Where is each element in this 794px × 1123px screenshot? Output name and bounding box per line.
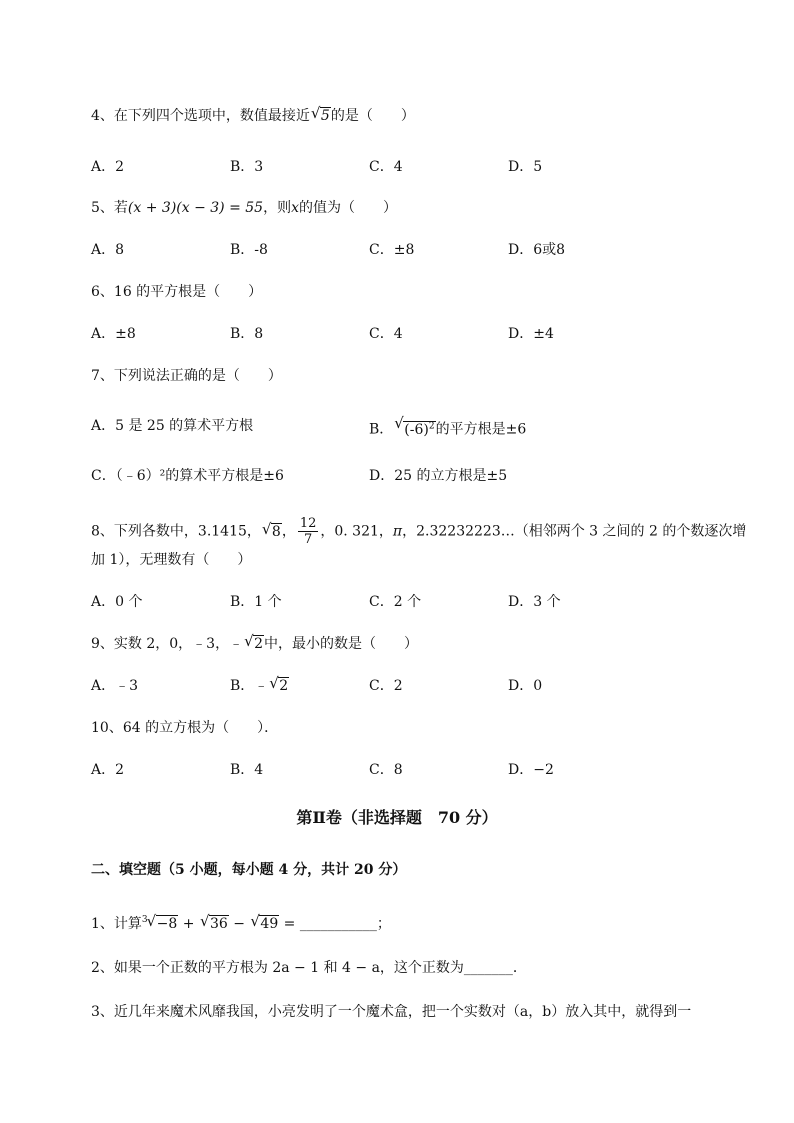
option-a[interactable]: A．8 [91,242,125,258]
option-b[interactable]: B．8 [230,326,264,342]
option-a[interactable]: A．﹣3 [91,678,139,694]
sqrt-symbol: √ 2 [244,632,264,652]
option-b[interactable]: B．-8 [230,242,268,258]
option-b[interactable]: B．4 [230,762,264,778]
sqrt-symbol: √ 2 [269,674,289,694]
question-7-options-row1 [91,416,731,436]
sqrt-symbol: √ 49 [250,912,279,932]
question-10-options [91,760,731,780]
option-a[interactable]: A．±8 [91,326,136,342]
question-8-stem: 8、下列各数中，3.1415， √ 8， $\frac{12}{7}$ ，0. 321，π，2.32232223…（相邻两个 3 之间的 2 的个数逐次增 [91,516,747,547]
question-6-stem: 6、16 的平方根是（ ） [91,284,263,300]
sqrt-symbol: √ 36 [199,912,228,932]
question-4-stem: 4、在下列四个选项中，数值最接近 √ 5的是（ ） [91,104,415,124]
question-5-options [91,240,731,260]
option-c[interactable]: C．±8 [369,242,415,258]
option-a[interactable]: A．2 [91,159,125,175]
equation: (x + 3)(x − 3) = 55 [127,200,264,216]
option-d[interactable]: D．3 个 [508,594,561,610]
question-6-options [91,324,731,344]
question-9-options [91,676,731,696]
answer-blank[interactable]: ___________ [299,916,377,932]
option-d[interactable]: D．0 [508,678,543,694]
option-d[interactable]: D．−2 [508,762,554,778]
option-c[interactable]: C．4 [369,159,403,175]
option-d[interactable]: D．6或8 [508,242,566,258]
sqrt-symbol: √ 5 [310,104,330,124]
fill-2: 2、如果一个正数的平方根为 2a − 1 和 4 − a，这个正数为_______． [91,960,527,976]
fill-3: 3、近几年来魔术风靡我国，小亮发明了一个魔术盒，把一个实数对（a，b）放入其中，就得到一 [91,1004,692,1020]
question-5-stem: 5、若(x + 3)(x − 3) = 55，则x的值为（ ） [91,200,397,216]
question-7-options-row2 [91,466,731,486]
sqrt-symbol: √ $(-6)^2$ [394,414,435,438]
option-b[interactable]: B．1 个 [230,594,282,610]
option-a[interactable]: A．2 [91,762,125,778]
fill-1: 1、计算$^3$ √ −8 + √ 36 − √ 49 = ___________； [91,912,391,932]
option-b[interactable]: B．3 [230,159,264,175]
question-10-stem: 10、64 的立方根为（ ）． [91,720,279,736]
option-d[interactable]: D．25 的立方根是±5 [369,468,508,484]
fraction: $\frac{12}{7}$ [299,516,317,547]
option-a[interactable]: A．5 是 25 的算术平方根 [91,418,254,434]
question-4-options [91,157,731,177]
section-2-title: 第Ⅱ卷（非选择题 70 分） [296,808,498,827]
fill-in-header: 二、填空题（5 小题，每小题 4 分，共计 20 分） [91,862,407,878]
option-a[interactable]: A．0 个 [91,594,143,610]
question-9-stem: 9、实数 2，0，﹣3，﹣ √ 2中，最小的数是（ ） [91,632,419,652]
question-8-stem-line2: 加 1），无理数有（ ） [91,552,252,568]
option-b[interactable]: B． √ $(-6)^2$的平方根是±6 [369,414,527,438]
option-c[interactable]: C．8 [369,762,403,778]
option-d[interactable]: D．5 [508,159,543,175]
option-c[interactable]: C．4 [369,326,403,342]
option-c[interactable]: C．2 个 [369,594,422,610]
option-c[interactable]: C．（﹣6）²的算术平方根是±6 [91,468,284,484]
cube-root-symbol: √ −8 [146,912,178,932]
question-7-stem: 7、下列说法正确的是（ ） [91,368,282,384]
option-b[interactable]: B．﹣ √ 2 [230,674,289,694]
option-d[interactable]: D．±4 [508,326,554,342]
sqrt-symbol: √ 8 [261,519,281,540]
question-8-options [91,592,731,612]
option-c[interactable]: C．2 [369,678,403,694]
